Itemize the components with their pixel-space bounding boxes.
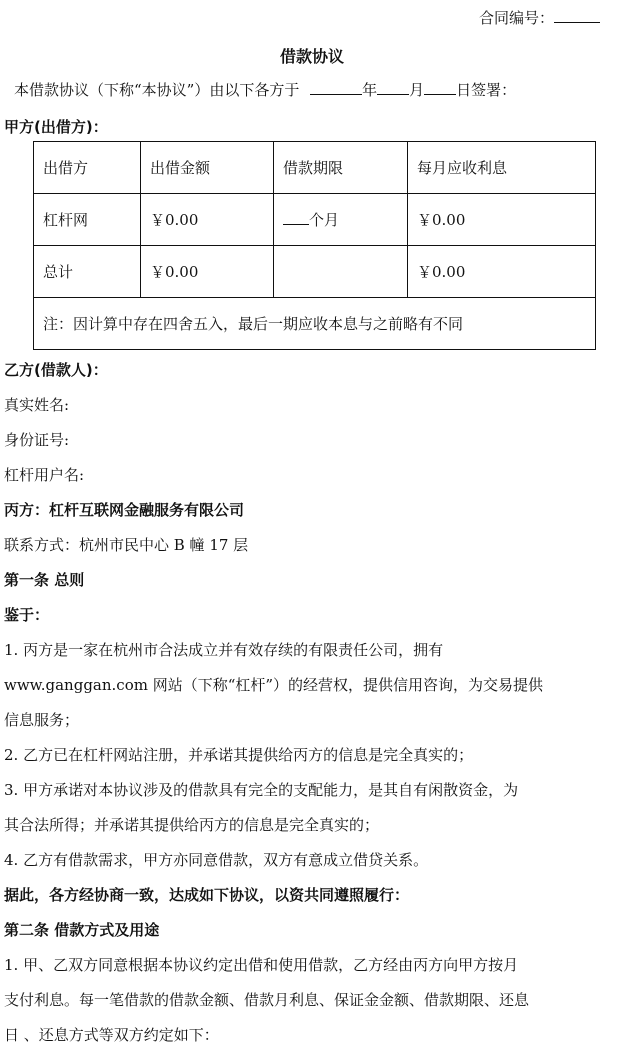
agreement-statement: 据此，各方经协商一致，达成如下协议，以资共同遵照履行： [4, 886, 410, 904]
article-1-item-1-line-2: www.ganggan.com 网站（下称“杠杆”）的经营权，提供信用咨询，为交易提供 [4, 676, 544, 694]
article-1-heading: 第一条 总则 [4, 571, 85, 589]
table-row [34, 194, 596, 246]
table-total-row [34, 246, 596, 298]
month-label: 月 [409, 81, 425, 99]
header-interest: 每月应收利息 [408, 142, 596, 194]
intro-prefix: 本借款协议（下称“本协议”）由以下各方于 [14, 81, 300, 99]
username-label: 杠杆用户名: [4, 466, 85, 484]
cell-amount: ￥0.00 [141, 194, 274, 246]
contract-number-label: 合同编号： [478, 9, 554, 27]
table-note: 注：因计算中存在四舍五入，最后一期应收本息与之前略有不同 [34, 298, 596, 350]
article-1-item-4: 4. 乙方有借款需求，甲方亦同意借款，双方有意成立借贷关系。 [4, 851, 429, 869]
month-blank [377, 80, 409, 95]
article-1-item-3-line-1: 3. 甲方承诺对本协议涉及的借款具有完全的支配能力，是其自有闲散资金，为 [4, 781, 519, 799]
real-name-label: 真实姓名: [4, 396, 70, 414]
article-2-item-1-line-3: 日 、还息方式等双方约定如下： [4, 1026, 219, 1044]
contract-number [479, 7, 600, 28]
table-header-row [34, 142, 596, 194]
header-term: 借款期限 [274, 142, 408, 194]
year-label: 年 [362, 81, 378, 99]
cell-interest: ￥0.00 [408, 194, 596, 246]
document-title: 借款协议 [280, 47, 345, 66]
party-a-heading: 甲方(出借方)： [4, 118, 108, 136]
intro-line [14, 79, 516, 100]
article-2-item-1-line-2: 支付利息。每一笔借款的借款金额、借款月利息、保证金金额、借款期限、还息 [4, 991, 530, 1009]
table-note-row [34, 298, 596, 350]
header-lender: 出借方 [34, 142, 141, 194]
cell-total-term [274, 246, 408, 298]
term-blank [283, 210, 309, 225]
header-amount: 出借金额 [141, 142, 274, 194]
article-2-item-1-line-1: 1. 甲、乙双方同意根据本协议约定出借和使用借款，乙方经由丙方向甲方按月 [4, 956, 519, 974]
article-2-heading: 第二条 借款方式及用途 [4, 921, 160, 939]
cell-total-interest: ￥0.00 [408, 246, 596, 298]
year-blank [310, 80, 362, 95]
cell-total-amount: ￥0.00 [141, 246, 274, 298]
loan-table [33, 141, 596, 350]
contract-number-blank [554, 8, 600, 23]
party-c-contact: 联系方式：杭州市民中心 B 幢 17 层 [4, 536, 249, 554]
cell-term [274, 194, 408, 246]
day-blank [424, 80, 456, 95]
whereas-label: 鉴于： [4, 606, 50, 624]
day-sign-label: 日签署： [456, 81, 517, 99]
article-1-item-3-line-2: 其合法所得；并承诺其提供给丙方的信息是完全真实的； [4, 816, 380, 834]
cell-total-label: 总计 [34, 246, 141, 298]
id-number-label: 身份证号: [4, 431, 70, 449]
party-c-heading: 丙方：杠杆互联网金融服务有限公司 [4, 501, 245, 519]
article-1-item-1-line-3: 信息服务； [4, 711, 80, 729]
party-b-heading: 乙方(借款人)： [4, 361, 108, 379]
article-1-item-2: 2. 乙方已在杠杆网站注册，并承诺其提供给丙方的信息是完全真实的； [4, 746, 474, 764]
article-1-item-1-line-1: 1. 丙方是一家在杭州市合法成立并有效存续的有限责任公司，拥有 [4, 641, 444, 659]
term-suffix: 个月 [309, 211, 340, 229]
cell-lender: 杠杆网 [34, 194, 141, 246]
